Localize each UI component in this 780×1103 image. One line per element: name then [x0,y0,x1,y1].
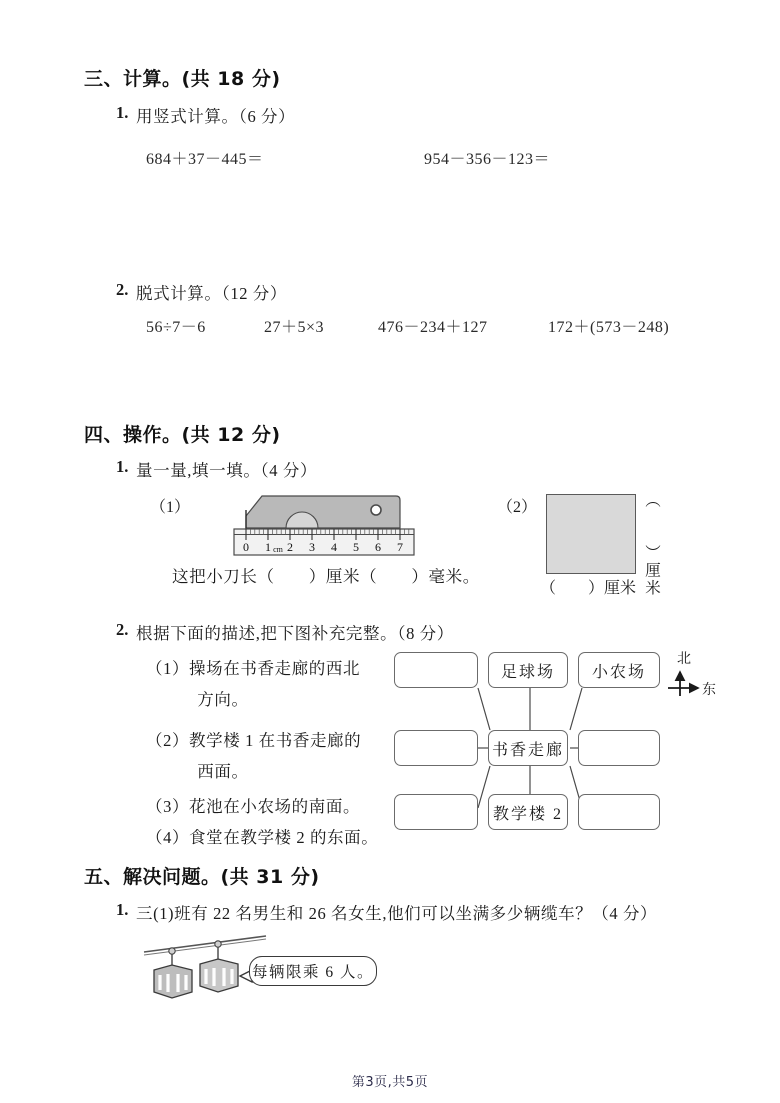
ruler-tick-3: 3 [309,540,315,554]
cable-car-grip-1 [169,948,175,954]
location-box-s[interactable]: 教学楼 2 [488,794,568,830]
location-box-nw[interactable] [394,652,478,688]
location-box-sw[interactable] [394,794,478,830]
question-text-3-2: 脱式计算。（12 分） [136,284,287,303]
knife-hole [371,505,381,515]
question-text-4-1: 量一量,填一填。（4 分） [136,461,318,480]
clue-2b: 西面。 [146,762,249,781]
location-box-ne[interactable]: 小农场 [578,652,660,688]
location-box-w[interactable] [394,730,478,766]
square-shape [546,494,636,574]
square-bottom-label: （ ）厘米 [540,580,637,597]
location-box-center[interactable]: 书香走廊 [488,730,568,766]
speech-bubble: 每辆限乘 6 人。 [249,956,377,986]
ruler-tick-7: 7 [397,540,403,554]
question-number-4-2: 2. [116,620,129,639]
clue-2a: （2）教学楼 1 在书香走廊的 [146,731,362,750]
expression-3-1-a: 684＋37－445＝ [146,151,264,168]
location-box-se[interactable] [578,794,660,830]
cable-line-shadow [144,939,266,955]
clue-4: （4）食堂在教学楼 2 的东面。 [146,828,379,847]
knife-ruler-svg [228,488,418,558]
ruler-tick-0: 0 [243,540,249,554]
compass-north-label: 北 [677,652,691,667]
page-footer: 第3页,共5页 [351,1075,429,1090]
expression-3-2-b: 27＋5×3 [264,319,325,336]
question-number-4-1: 1. [116,457,129,476]
expression-3-1-b: 954－356－123＝ [424,151,551,168]
clue-3: （3）花池在小农场的南面。 [146,797,361,816]
subquestion-label-2: （2） [497,499,538,516]
ruler-unit-label: cm [273,545,283,554]
ruler-tick-6: 6 [375,540,381,554]
section-heading-five: 五、解决问题。(共 31 分) [84,866,320,888]
ruler-tick-4: 4 [331,540,337,554]
compass-east-label: 东 [702,683,716,698]
section-heading-three: 三、计算。(共 18 分) [84,68,281,90]
question-text-5-1: 三(1)班有 22 名男生和 26 名女生,他们可以坐满多少辆缆车？（4 分） [136,904,658,923]
square-side-label: （ ）厘米 [643,492,660,597]
expression-3-2-d: 172＋(573－248) [548,319,670,336]
question-text-4-2: 根据下面的描述,把下图补充完整。（8 分） [136,624,454,643]
expression-3-2-a: 56÷7－6 [146,319,206,336]
ruler-tick-2: 2 [287,540,293,554]
section-heading-four: 四、操作。(共 12 分) [84,424,281,446]
question-number-3-2: 2. [116,280,129,299]
subquestion-label-1: （1） [150,499,191,516]
expression-3-2-c: 476－234＋127 [378,319,488,336]
location-box-n[interactable]: 足球场 [488,652,568,688]
question-number-3-1: 1. [116,103,129,122]
question-text-3-1: 用竖式计算。（6 分） [136,107,296,126]
ruler-tick-5: 5 [353,540,359,554]
cable-car-grip-2 [215,941,221,947]
clue-1a: （1）操场在书香走廊的西北 [146,659,361,678]
ruler-tick-1: 1 [265,540,271,554]
cable-line [144,936,266,952]
location-box-e[interactable] [578,730,660,766]
knife-ruler-figure [228,488,418,563]
knife-measure-sentence: 这把小刀长（ ）厘米（ ）毫米。 [172,567,480,586]
question-number-5-1: 1. [116,900,129,919]
clue-1b: 方向。 [146,690,249,709]
